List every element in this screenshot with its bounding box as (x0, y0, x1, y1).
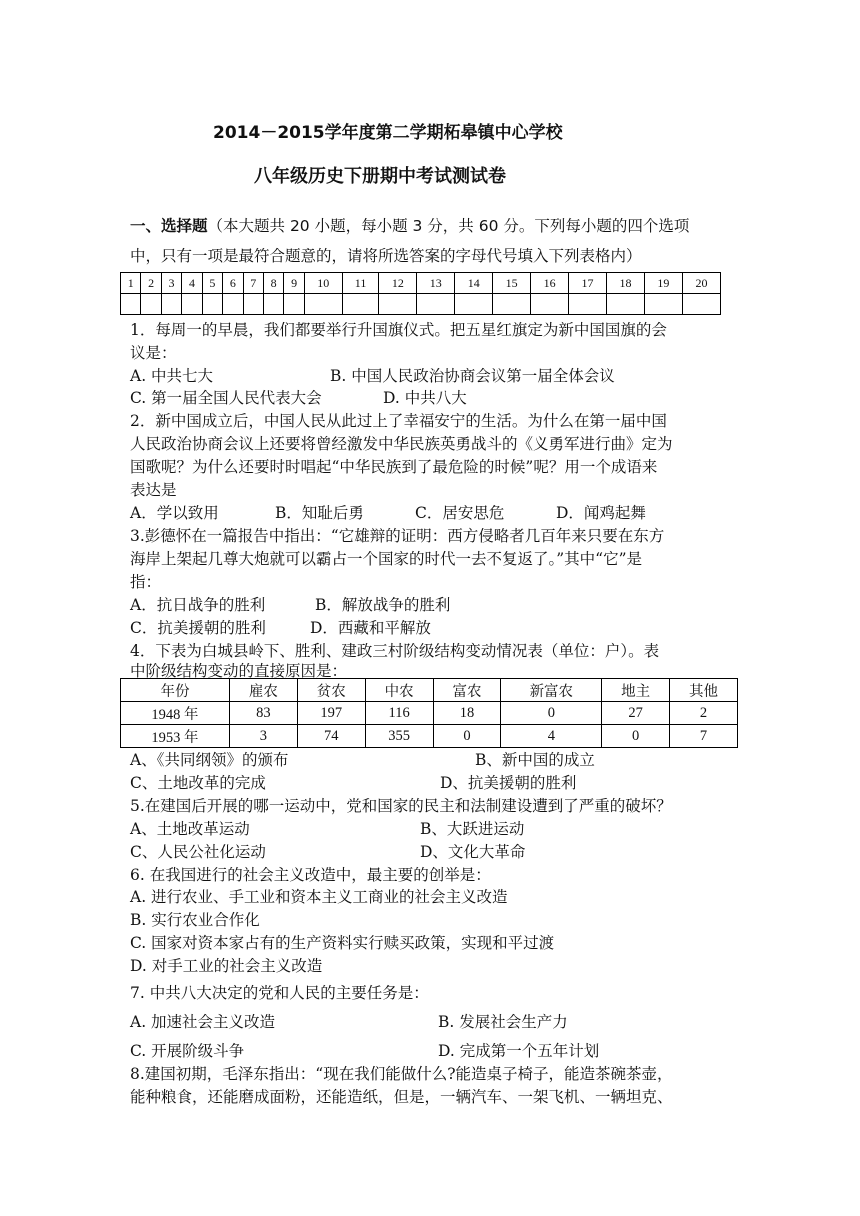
answer-number: 5 (202, 273, 222, 294)
answer-number: 6 (223, 273, 243, 294)
q6-option-c: C. 国家对资本家占有的生产资料实行赎买政策，实现和平过渡 (130, 934, 555, 952)
table-cell: 116 (365, 702, 433, 725)
q7-option-a: A. 加速社会主义改造 (130, 1013, 276, 1031)
table-cell: 7 (670, 725, 738, 748)
table-row (121, 702, 738, 725)
answer-cell[interactable] (342, 294, 379, 315)
q1-option-d: D. 中共八大 (383, 389, 467, 407)
table-header: 年份 (121, 679, 230, 702)
answer-cell[interactable] (161, 294, 181, 315)
table-cell: 1953 年 (121, 725, 230, 748)
section-heading-line (130, 216, 689, 236)
q2-stem-2: 人民政治协商会议上还要将曾经激发中华民族英勇战斗的《义勇军进行曲》定为 (130, 435, 673, 453)
answer-number: 9 (284, 273, 304, 294)
q2-option-a: A．学以致用 (130, 504, 219, 522)
q3-stem-1: 3.彭德怀在一篇报告中指出：“它雄辩的证明：西方侵略者几百年来只要在东方 (130, 527, 665, 545)
q6-option-b: B. 实行农业合作化 (130, 911, 260, 929)
answer-number: 10 (304, 273, 342, 294)
q5-option-c: C、人民公社化运动 (130, 843, 266, 861)
q6-option-d: D. 对手工业的社会主义改造 (130, 957, 323, 975)
q3-stem-3: 指： (130, 573, 162, 591)
table-row (121, 725, 738, 748)
table-header: 其他 (670, 679, 738, 702)
q8-stem-1: 8.建国初期，毛泽东指出：“现在我们能做什么?能造桌子椅子，能造茶碗茶壶， (130, 1065, 673, 1083)
answer-cell[interactable] (223, 294, 243, 315)
answer-cell[interactable] (379, 294, 417, 315)
section-description: （本大题共 20 小题，每小题 3 分，共 60 分。下列每小题的四个选项 (207, 217, 690, 235)
q1-option-b: B. 中国人民政治协商会议第一届全体会议 (330, 367, 615, 385)
answer-cell[interactable] (417, 294, 455, 315)
table-header: 中农 (365, 679, 433, 702)
table-cell: 0 (501, 702, 602, 725)
answer-cell[interactable] (682, 294, 720, 315)
answer-number-row (121, 273, 721, 294)
table-cell: 27 (602, 702, 670, 725)
q5-option-a: A、土地改革运动 (130, 820, 250, 838)
q2-stem-3: 国歌呢？为什么还要时时唱起“中华民族到了最危险的时候”呢？用一个成语来 (130, 458, 658, 476)
answer-cell[interactable] (531, 294, 569, 315)
q2-option-c: C．居安思危 (415, 504, 505, 522)
answer-blank-row (121, 294, 721, 315)
q3-option-d: D．西藏和平解放 (310, 619, 431, 637)
q3-option-b: B．解放战争的胜利 (315, 596, 451, 614)
table-cell: 2 (670, 702, 738, 725)
q1-stem-1: 1．每周一的早晨，我们都要举行升国旗仪式。把五星红旗定为新中国国旗的会 (130, 321, 667, 339)
answer-table (120, 272, 721, 315)
answer-cell[interactable] (607, 294, 645, 315)
q3-stem-2: 海岸上架起几尊大炮就可以霸占一个国家的时代一去不复返了。”其中“它”是 (130, 550, 643, 568)
table-header-row (121, 679, 738, 702)
answer-number: 15 (493, 273, 531, 294)
section-heading: 一、选择题 (130, 217, 208, 235)
q7-option-b: B. 发展社会生产力 (438, 1013, 568, 1031)
q8-stem-2: 能种粮食，还能磨成面粉，还能造纸，但是，一辆汽车、一架飞机、一辆坦克、 (130, 1088, 673, 1106)
table-cell: 0 (433, 725, 501, 748)
exam-title-school: 2014－2015学年度第二学期柘皋镇中心学校 (213, 123, 563, 143)
q1-option-c: C. 第一届全国人民代表大会 (130, 389, 322, 407)
q2-option-b: B．知耻后勇 (275, 504, 364, 522)
answer-number: 3 (161, 273, 181, 294)
answer-number: 8 (263, 273, 283, 294)
answer-number: 4 (182, 273, 202, 294)
table-header: 新富农 (501, 679, 602, 702)
answer-number: 13 (417, 273, 455, 294)
table-cell: 83 (229, 702, 297, 725)
answer-cell[interactable] (493, 294, 531, 315)
answer-cell[interactable] (263, 294, 283, 315)
q6-option-a: A. 进行农业、手工业和资本主义工商业的社会主义改造 (130, 888, 508, 906)
table-cell: 0 (602, 725, 670, 748)
answer-number: 7 (243, 273, 263, 294)
answer-number: 18 (607, 273, 645, 294)
table-cell: 355 (365, 725, 433, 748)
q5-stem: 5.在建国后开展的哪一运动中，党和国家的民主和法制建设遭到了严重的破坏？ (130, 797, 672, 815)
q3-option-a: A．抗日战争的胜利 (130, 596, 266, 614)
table-header: 富农 (433, 679, 501, 702)
q7-option-d: D. 完成第一个五年计划 (438, 1042, 600, 1060)
answer-cell[interactable] (455, 294, 493, 315)
q6-stem: 6. 在我国进行的社会主义改造中，最主要的创举是： (130, 866, 491, 884)
answer-cell[interactable] (202, 294, 222, 315)
q4-option-c: C、土地改革的完成 (130, 774, 266, 792)
q7-option-c: C. 开展阶级斗争 (130, 1042, 245, 1060)
answer-cell[interactable] (243, 294, 263, 315)
answer-number: 11 (342, 273, 379, 294)
answer-number: 2 (141, 273, 161, 294)
table-cell: 197 (297, 702, 365, 725)
q4-option-a: A、《共同纲领》的颁布 (130, 751, 289, 769)
table-header: 地主 (602, 679, 670, 702)
answer-cell[interactable] (121, 294, 141, 315)
answer-cell[interactable] (304, 294, 342, 315)
q1-stem-2: 议是： (130, 344, 177, 362)
q4-stem-1: 4．下表为白城县岭下、胜利、建政三村阶级结构变动情况表（单位：户）。表 (130, 642, 660, 660)
exam-title-subject: 八年级历史下册期中考试测试卷 (254, 166, 506, 187)
table-header: 贫农 (297, 679, 365, 702)
q5-option-b: B、大跃进运动 (420, 820, 525, 838)
answer-cell[interactable] (644, 294, 682, 315)
answer-cell[interactable] (569, 294, 607, 315)
q2-stem-4: 表达是 (130, 481, 177, 499)
q5-option-d: D、文化大革命 (420, 843, 526, 861)
answer-number: 17 (569, 273, 607, 294)
q4-option-d: D、抗美援朝的胜利 (440, 774, 577, 792)
answer-number: 20 (682, 273, 720, 294)
q1-option-a: A. 中共七大 (130, 367, 214, 385)
answer-cell[interactable] (284, 294, 304, 315)
answer-number: 14 (455, 273, 493, 294)
q4-stem-2: 中阶级结构变动的直接原因是： (130, 662, 348, 680)
answer-cell[interactable] (182, 294, 202, 315)
answer-cell[interactable] (141, 294, 161, 315)
class-structure-table (120, 678, 738, 748)
table-cell: 18 (433, 702, 501, 725)
q2-option-d: D．闻鸡起舞 (556, 504, 646, 522)
answer-number: 16 (531, 273, 569, 294)
table-header: 雇农 (229, 679, 297, 702)
table-cell: 1948 年 (121, 702, 230, 725)
table-cell: 4 (501, 725, 602, 748)
section-description-2: 中，只有一项是最符合题意的，请将所选答案的字母代号填入下列表格内） (130, 247, 642, 265)
q7-stem: 7. 中共八大决定的党和人民的主要任务是： (130, 984, 429, 1002)
answer-number: 1 (121, 273, 141, 294)
answer-number: 19 (644, 273, 682, 294)
q4-option-b: B、新中国的成立 (475, 751, 595, 769)
table-cell: 74 (297, 725, 365, 748)
q3-option-c: C．抗美援朝的胜利 (130, 619, 266, 637)
answer-number: 12 (379, 273, 417, 294)
q2-stem-1: 2．新中国成立后，中国人民从此过上了幸福安宁的生活。为什么在第一届中国 (130, 412, 667, 430)
table-cell: 3 (229, 725, 297, 748)
